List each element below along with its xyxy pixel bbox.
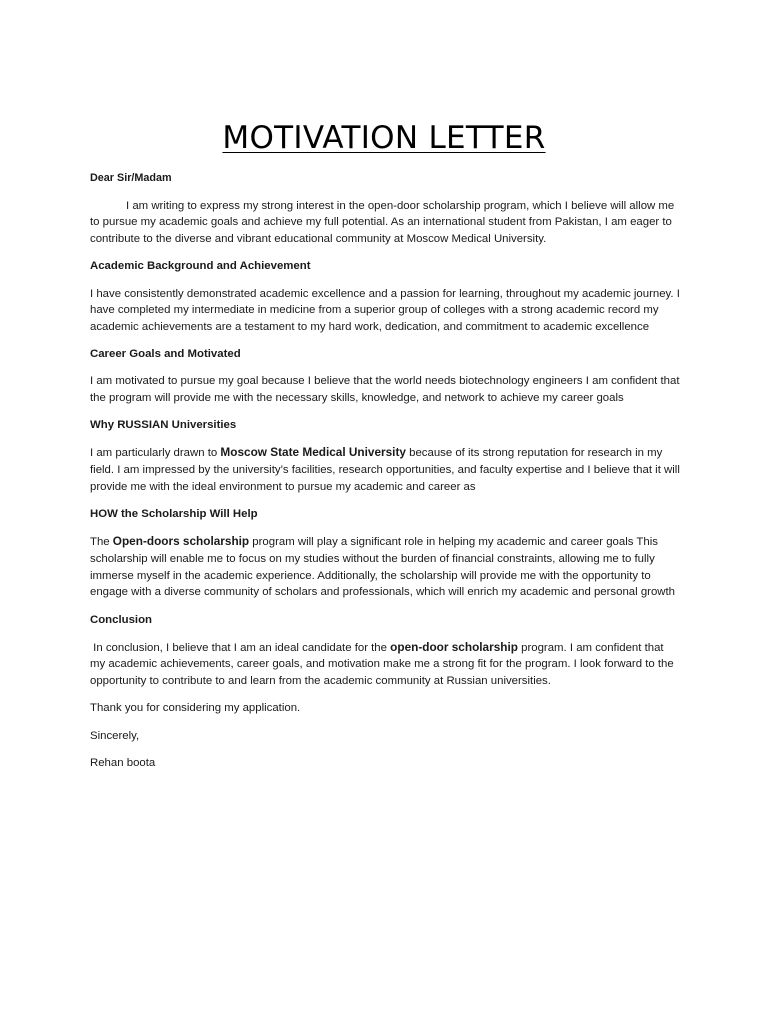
letter-body: [90, 170, 680, 782]
scholarship-name-emphasis: Open-doors scholarship: [112, 534, 250, 549]
heading-career: Career Goals and Motivated: [90, 348, 241, 361]
intro-paragraph: I am writing to express my strong interest in the open-door scholarship program, which I believe will allow me to pursue my academic goals and achieve my full potential. As an international student from Pakistan, I am eager to contribute to the diverse and vibrant educational community at Moscow Medical University.: [90, 199, 675, 246]
salutation: Dear Sir/Madam: [90, 172, 172, 184]
heading-conclusion: Conclusion: [90, 613, 153, 626]
conclusion-text-after: program. I am confident that my academic achievements, career goals, and motivation make me a strong fit for the program. I look forward to the opportunity to contribute to and learn from the academic community at Russian universities.: [90, 641, 674, 688]
heading-why-russian: Why RUSSIAN Universities: [90, 419, 237, 432]
thanks-line: Thank you for considering my application.: [90, 702, 301, 715]
conclusion-text-before: In conclusion, I believe that I am an ideal candidate for the: [90, 641, 391, 654]
paragraph-why-russian: [90, 444, 680, 495]
how-text-after: program will play a significant role in helping my academic and career goals This scholarship will enable me to focus on my studies without the burden of financial constraints, allowing me to fully immerse myself in the academic experience. Additionally, the scholarship will provide me with the opportunity to engage with a diverse community of scholars and professionals, which will enrich my academic and personal growth: [90, 536, 676, 599]
why-text-before: I am particularly drawn to: [90, 447, 221, 460]
conclusion-scholarship-emphasis: open-door scholarship: [390, 639, 518, 654]
heading-academic: Academic Background and Achievement: [90, 260, 311, 273]
university-name-emphasis: Moscow State Medical University: [220, 445, 406, 460]
paragraph-academic: I have consistently demonstrated academic excellence and a passion for learning, throughout my academic journey. I have completed my intermediate in medicine from a superior group of colleges with a strong academic record my academic achievements are a testament to my hard work, dedication, and commitment to academic excellence: [90, 287, 680, 333]
paragraph-how-scholarship: [90, 533, 680, 601]
heading-how-scholarship: HOW the Scholarship Will Help: [90, 508, 258, 521]
letter-title: MOTIVATION LETTER: [222, 120, 546, 156]
why-text-after: because of its strong reputation for research in my field. I am impressed by the university’s facilities, research opportunities, and faculty expertise and I believe that it will provide me with the ideal environment to pursue my academic and career as: [90, 447, 680, 493]
paragraph-conclusion: [90, 639, 680, 690]
closing-line: Sincerely,: [90, 729, 140, 742]
paragraph-career: I am motivated to pursue my goal because I believe that the world needs biotechnology engineers I am confident that the program will provide me with the necessary skills, knowledge, and network to achieve my career goals: [90, 375, 680, 405]
signature: Rehan boota: [90, 756, 156, 769]
how-text-before: The: [90, 536, 113, 549]
